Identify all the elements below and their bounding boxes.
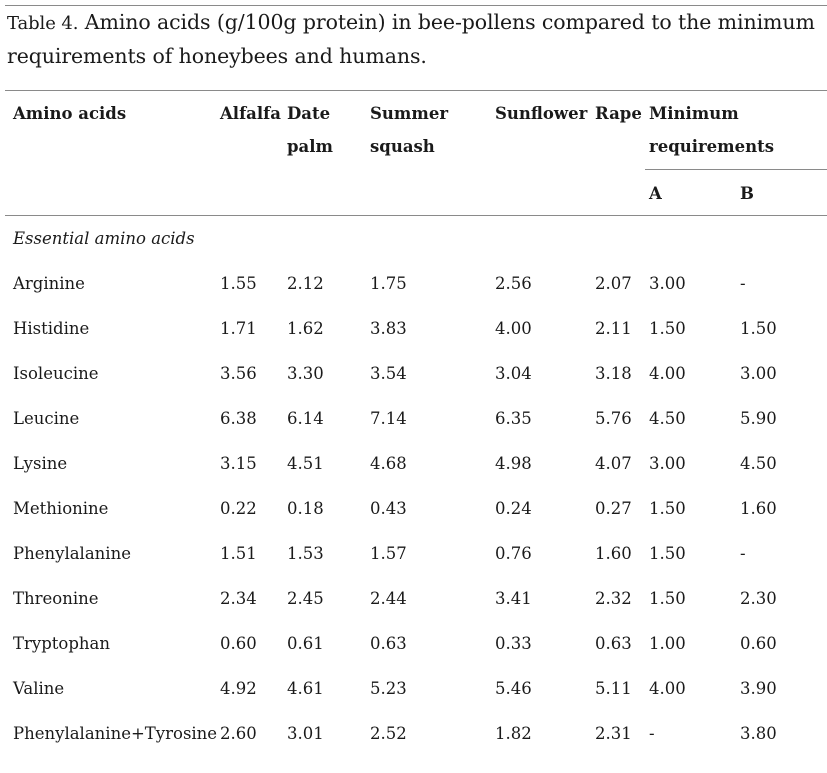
cell-alfalfa: 2.60	[220, 724, 257, 743]
cell-rape: 2.11	[595, 319, 632, 338]
cell-b: 3.90	[740, 679, 777, 698]
cell-alfalfa: 2.34	[220, 589, 257, 608]
header-summer-line1: Summer	[370, 104, 449, 123]
table-row	[0, 270, 827, 315]
cell-rape: 1.60	[595, 544, 632, 563]
cell-rape: 5.76	[595, 409, 632, 428]
table-caption	[7, 6, 817, 73]
cell-summer-squash: 2.52	[370, 724, 407, 743]
cell-summer-squash: 2.44	[370, 589, 407, 608]
cell-rape: 2.07	[595, 274, 632, 293]
cell-rape: 3.18	[595, 364, 632, 383]
cell-a: 4.00	[649, 364, 686, 383]
header-date-line2: palm	[287, 137, 333, 156]
cell-date-palm: 2.45	[287, 589, 324, 608]
section-title: Essential amino acids	[13, 229, 195, 248]
cell-b: 1.60	[740, 499, 777, 518]
cell-sunflower: 1.82	[495, 724, 532, 743]
header-sub-b: B	[740, 184, 754, 203]
cell-sunflower: 0.76	[495, 544, 532, 563]
cell-name: Phenylalanine	[13, 544, 131, 563]
cell-rape: 0.27	[595, 499, 632, 518]
cell-sunflower: 3.41	[495, 589, 532, 608]
cell-a: 4.50	[649, 409, 686, 428]
cell-alfalfa: 3.15	[220, 454, 257, 473]
cell-a: 3.00	[649, 274, 686, 293]
table-row	[0, 405, 827, 450]
header-sub-a: A	[649, 184, 662, 203]
header-minimum-line1: Minimum	[649, 104, 739, 123]
cell-b: -	[740, 274, 746, 293]
cell-b: 4.50	[740, 454, 777, 473]
caption-label: Table 4.	[7, 13, 79, 34]
cell-a: 1.50	[649, 319, 686, 338]
cell-sunflower: 3.04	[495, 364, 532, 383]
cell-alfalfa: 6.38	[220, 409, 257, 428]
cell-date-palm: 1.62	[287, 319, 324, 338]
cell-b: 3.00	[740, 364, 777, 383]
cell-alfalfa: 0.22	[220, 499, 257, 518]
cell-name: Lysine	[13, 454, 68, 473]
cell-a: 3.00	[649, 454, 686, 473]
table-row	[0, 585, 827, 630]
table-row	[0, 360, 827, 405]
cell-sunflower: 2.56	[495, 274, 532, 293]
cell-rape: 2.32	[595, 589, 632, 608]
subheader-rule	[645, 169, 827, 170]
cell-b: 2.30	[740, 589, 777, 608]
cell-date-palm: 0.61	[287, 634, 324, 653]
header-top-rule	[5, 90, 827, 91]
cell-date-palm: 3.01	[287, 724, 324, 743]
cell-sunflower: 4.00	[495, 319, 532, 338]
table-row	[0, 720, 827, 765]
cell-a: 1.00	[649, 634, 686, 653]
cell-summer-squash: 3.83	[370, 319, 407, 338]
cell-summer-squash: 5.23	[370, 679, 407, 698]
header-summer-line2: squash	[370, 137, 435, 156]
cell-date-palm: 4.51	[287, 454, 324, 473]
cell-date-palm: 2.12	[287, 274, 324, 293]
table-row	[0, 450, 827, 495]
cell-sunflower: 5.46	[495, 679, 532, 698]
cell-alfalfa: 1.55	[220, 274, 257, 293]
cell-rape: 4.07	[595, 454, 632, 473]
table-row	[0, 315, 827, 360]
cell-summer-squash: 0.63	[370, 634, 407, 653]
cell-sunflower: 6.35	[495, 409, 532, 428]
cell-date-palm: 0.18	[287, 499, 324, 518]
cell-rape: 5.11	[595, 679, 632, 698]
cell-b: -	[740, 544, 746, 563]
header-date-line1: Date	[287, 104, 331, 123]
cell-date-palm: 6.14	[287, 409, 324, 428]
cell-date-palm: 1.53	[287, 544, 324, 563]
cell-name: Leucine	[13, 409, 80, 428]
cell-name: Phenylalanine+Tyrosine	[13, 724, 218, 743]
cell-summer-squash: 1.75	[370, 274, 407, 293]
cell-date-palm: 3.30	[287, 364, 324, 383]
cell-name: Histidine	[13, 319, 90, 338]
cell-name: Arginine	[13, 274, 85, 293]
cell-alfalfa: 1.51	[220, 544, 257, 563]
cell-summer-squash: 3.54	[370, 364, 407, 383]
cell-a: 1.50	[649, 589, 686, 608]
cell-summer-squash: 7.14	[370, 409, 407, 428]
cell-sunflower: 4.98	[495, 454, 532, 473]
cell-name: Tryptophan	[13, 634, 110, 653]
cell-a: -	[649, 724, 655, 743]
cell-a: 1.50	[649, 499, 686, 518]
cell-a: 4.00	[649, 679, 686, 698]
cell-rape: 0.63	[595, 634, 632, 653]
cell-b: 5.90	[740, 409, 777, 428]
cell-b: 0.60	[740, 634, 777, 653]
cell-name: Valine	[13, 679, 65, 698]
cell-name: Isoleucine	[13, 364, 99, 383]
cell-name: Threonine	[13, 589, 99, 608]
cell-alfalfa: 1.71	[220, 319, 257, 338]
cell-alfalfa: 0.60	[220, 634, 257, 653]
cell-b: 3.80	[740, 724, 777, 743]
cell-rape: 2.31	[595, 724, 632, 743]
cell-sunflower: 0.33	[495, 634, 532, 653]
header-sunflower: Sunflower	[495, 104, 588, 123]
header-rape: Rape	[595, 104, 642, 123]
cell-b: 1.50	[740, 319, 777, 338]
caption-text: Amino acids (g/100g protein) in bee-pollens compared to the minimum requirements of honeybees and humans.	[7, 10, 815, 68]
cell-summer-squash: 4.68	[370, 454, 407, 473]
table-row	[0, 630, 827, 675]
cell-sunflower: 0.24	[495, 499, 532, 518]
header-alfalfa: Alfalfa	[220, 104, 281, 123]
header-bottom-rule	[5, 215, 827, 216]
cell-summer-squash: 0.43	[370, 499, 407, 518]
cell-a: 1.50	[649, 544, 686, 563]
cell-summer-squash: 1.57	[370, 544, 407, 563]
header-minimum-line2: requirements	[649, 137, 775, 156]
cell-alfalfa: 4.92	[220, 679, 257, 698]
cell-alfalfa: 3.56	[220, 364, 257, 383]
table-row	[0, 495, 827, 540]
cell-date-palm: 4.61	[287, 679, 324, 698]
cell-name: Methionine	[13, 499, 109, 518]
table-row	[0, 540, 827, 585]
table-row	[0, 675, 827, 720]
header-amino-acids: Amino acids	[13, 104, 127, 123]
